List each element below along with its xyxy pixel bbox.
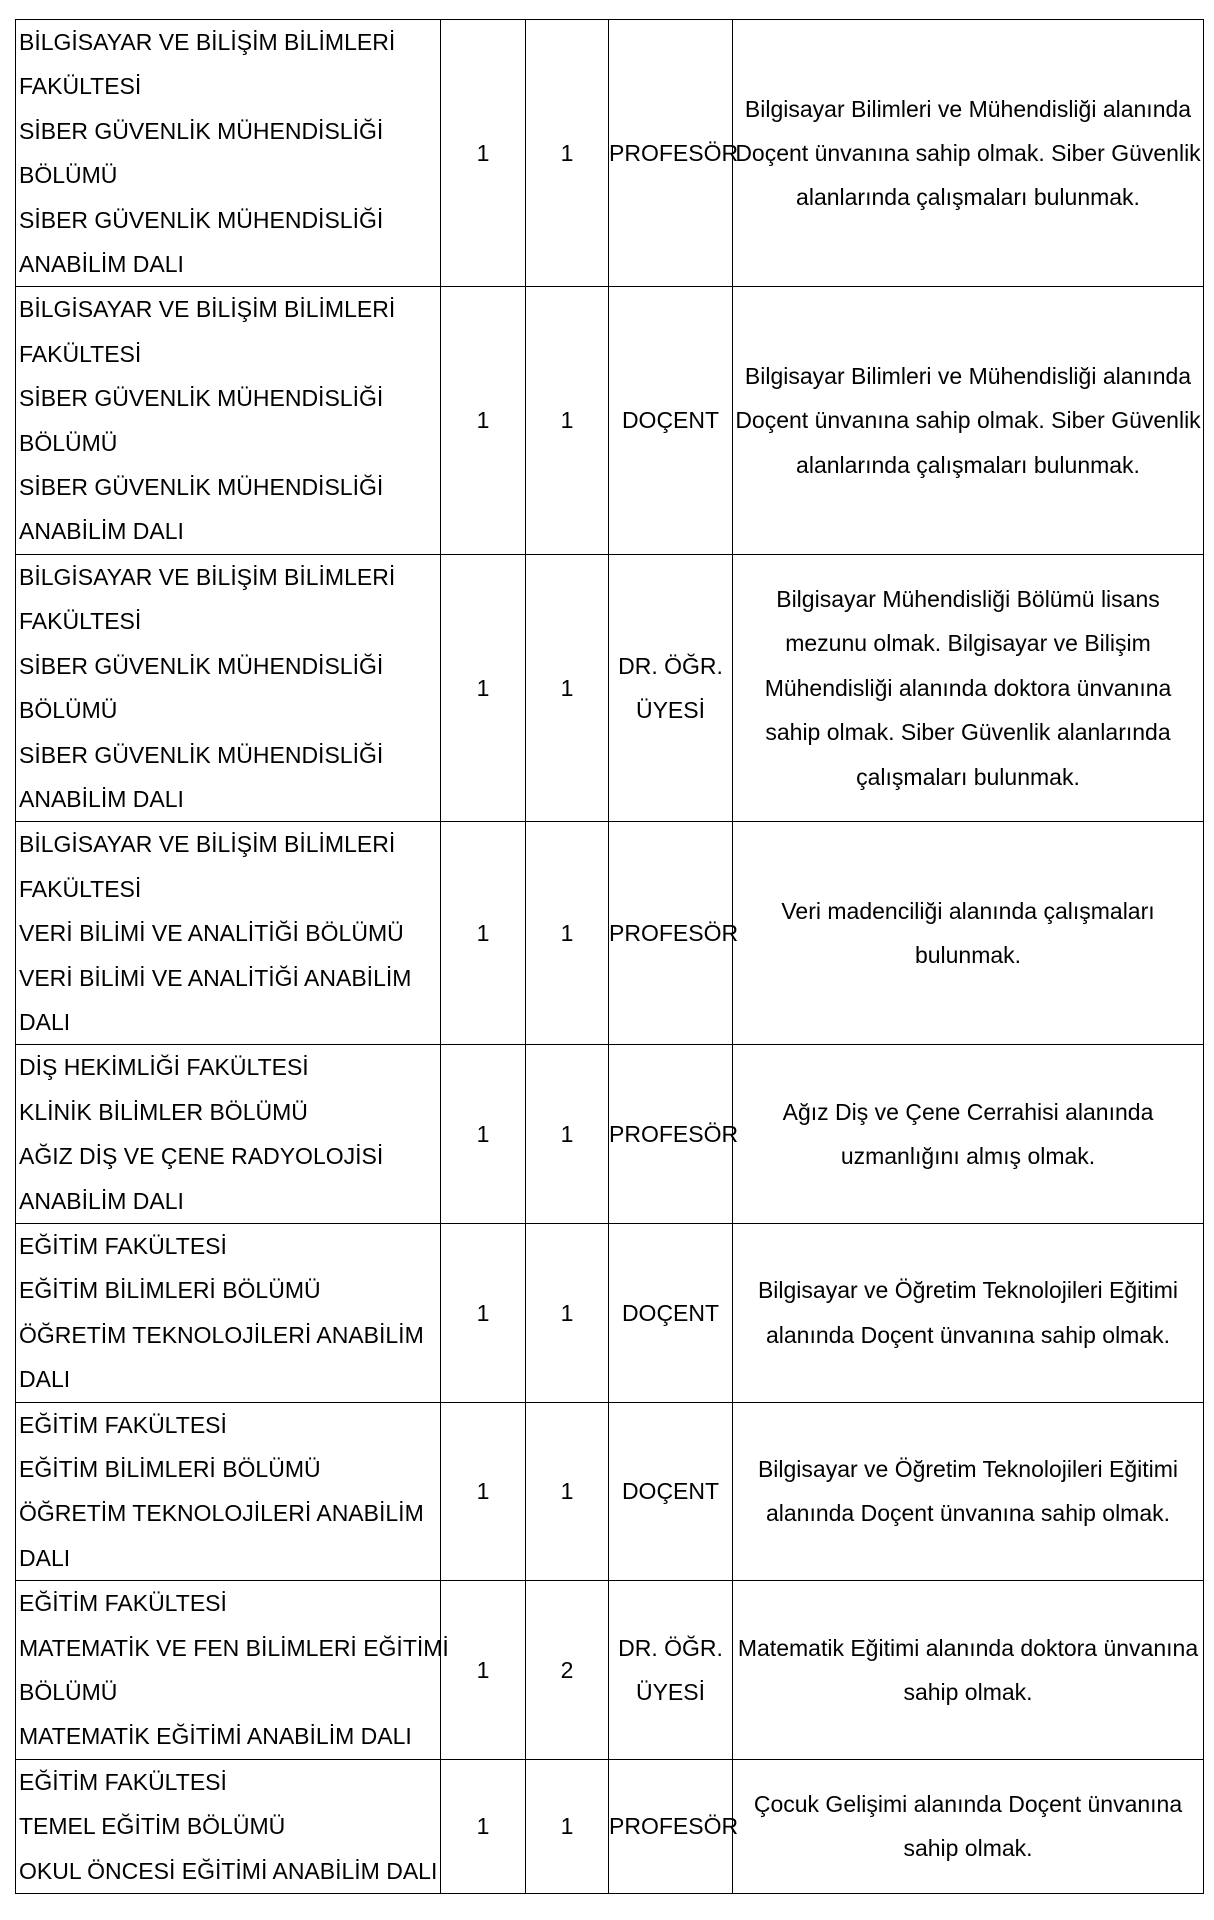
unit-line: DİŞ HEKİMLİĞİ FAKÜLTESİ <box>19 1054 309 1081</box>
table-row <box>16 287 1204 554</box>
unit-line: SİBER GÜVENLİK MÜHENDİSLİĞİ <box>19 474 384 501</box>
academic-title-cell <box>609 1581 733 1760</box>
position-count-cell: 1 <box>526 1402 609 1581</box>
title-line: DR. ÖĞR. <box>618 652 723 679</box>
unit-cell <box>16 1759 441 1893</box>
table-row <box>16 20 1204 287</box>
academic-title-cell <box>609 1759 739 1893</box>
req-line: Veri madenciliği alanında çalışmaları <box>781 897 1155 924</box>
table-row <box>16 1045 1204 1224</box>
staff-count-cell: 1 <box>441 1581 526 1760</box>
staff-count-cell: 1 <box>441 822 526 1045</box>
title-line: ÜYESİ <box>635 1679 706 1706</box>
staff-count-cell: 1 <box>441 554 526 821</box>
requirement-cell <box>733 1223 1204 1402</box>
unit-cell <box>16 554 441 821</box>
req-line: bulunmak. <box>914 942 1022 969</box>
unit-line: EĞİTİM BİLİMLERİ BÖLÜMÜ <box>19 1277 321 1304</box>
title-line: DOÇENT <box>621 1299 720 1326</box>
unit-line: EĞİTİM FAKÜLTESİ <box>19 1232 227 1259</box>
unit-cell <box>16 1402 441 1581</box>
position-count-cell: 1 <box>526 20 609 287</box>
req-line: Bilgisayar Bilimleri ve Mühendisliği alanında <box>744 363 1192 390</box>
req-line: sahip olmak. <box>903 1835 1033 1862</box>
position-count-cell: 1 <box>526 554 609 821</box>
unit-line: FAKÜLTESİ <box>19 608 142 635</box>
table-body <box>16 20 1204 1894</box>
unit-line: BÖLÜMÜ <box>19 697 118 724</box>
academic-title-cell <box>609 20 739 287</box>
position-count-cell: 1 <box>526 822 609 1045</box>
unit-cell <box>16 1581 449 1760</box>
unit-line: DALI <box>19 1008 71 1035</box>
position-count-cell: 1 <box>526 1223 609 1402</box>
unit-line: BÖLÜMÜ <box>19 429 118 456</box>
unit-line: FAKÜLTESİ <box>19 340 142 367</box>
document-page <box>15 19 1203 1894</box>
req-line: alanında Doçent ünvanına sahip olmak. <box>765 1500 1171 1527</box>
unit-line: BÖLÜMÜ <box>19 162 118 189</box>
staff-count-cell: 1 <box>441 1045 526 1224</box>
title-line: ÜYESİ <box>635 697 706 724</box>
unit-line: AĞIZ DİŞ VE ÇENE RADYOLOJİSİ <box>19 1143 384 1170</box>
title-line: DR. ÖĞR. <box>618 1634 723 1661</box>
staff-count-cell: 1 <box>441 287 526 554</box>
req-line: alanlarında çalışmaları bulunmak. <box>796 451 1140 478</box>
requirement-cell <box>733 1402 1204 1581</box>
unit-line: SİBER GÜVENLİK MÜHENDİSLİĞİ <box>19 206 384 233</box>
requirement-cell <box>733 1045 1204 1224</box>
title-line: PROFESÖR <box>609 140 739 167</box>
unit-line: ANABİLİM DALI <box>19 251 184 278</box>
academic-title-cell <box>609 1223 733 1402</box>
table-row <box>16 1759 1204 1893</box>
title-line: PROFESÖR <box>609 1813 739 1840</box>
req-line: Bilgisayar ve Öğretim Teknolojileri Eğitimi <box>757 1456 1179 1482</box>
unit-line: SİBER GÜVENLİK MÜHENDİSLİĞİ <box>19 117 384 144</box>
unit-line: BİLGİSAYAR VE BİLİŞİM BİLİMLERİ <box>19 563 396 590</box>
unit-line: DALI <box>19 1544 71 1571</box>
unit-line: EĞİTİM FAKÜLTESİ <box>19 1590 227 1617</box>
unit-cell <box>16 20 441 287</box>
requirement-cell <box>733 554 1204 821</box>
unit-line: TEMEL EĞİTİM BÖLÜMÜ <box>19 1813 286 1840</box>
unit-line: BİLGİSAYAR VE BİLİŞİM BİLİMLERİ <box>19 29 396 55</box>
req-line: Mühendisliği alanında doktora ünvanına <box>764 674 1172 701</box>
unit-line: EĞİTİM FAKÜLTESİ <box>19 1768 227 1795</box>
unit-cell <box>16 1223 441 1402</box>
unit-line: BİLGİSAYAR VE BİLİŞİM BİLİMLERİ <box>19 831 396 858</box>
unit-line: SİBER GÜVENLİK MÜHENDİSLİĞİ <box>19 741 384 768</box>
requirement-cell <box>733 822 1204 1045</box>
unit-line: BİLGİSAYAR VE BİLİŞİM BİLİMLERİ <box>19 296 396 323</box>
table-row <box>16 1223 1204 1402</box>
requirement-cell <box>733 287 1204 554</box>
title-line: PROFESÖR <box>609 1120 739 1147</box>
position-count-cell: 2 <box>526 1581 609 1760</box>
academic-title-cell <box>609 1402 733 1581</box>
req-line: mezunu olmak. Bilgisayar ve Bilişim <box>785 630 1151 657</box>
req-line: alanlarında çalışmaları bulunmak. <box>796 184 1140 211</box>
req-line: Doçent ünvanına sahip olmak. Siber Güvenlik <box>735 407 1201 434</box>
req-line: sahip olmak. <box>903 1679 1033 1706</box>
req-line: Bilgisayar Mühendisliği Bölümü lisans <box>776 586 1160 613</box>
academic-title-cell <box>609 1045 739 1224</box>
academic-title-cell <box>609 554 733 821</box>
staff-count-cell: 1 <box>441 20 526 287</box>
position-count-cell: 1 <box>526 1759 609 1893</box>
academic-positions-table <box>15 19 1204 1894</box>
req-line: Bilgisayar ve Öğretim Teknolojileri Eğitimi <box>757 1277 1179 1304</box>
unit-line: ANABİLİM DALI <box>19 518 184 545</box>
position-count-cell: 1 <box>526 1045 609 1224</box>
req-line: Çocuk Gelişimi alanında Doçent ünvanına <box>753 1791 1183 1818</box>
unit-line: ÖĞRETİM TEKNOLOJİLERİ ANABİLİM <box>19 1321 424 1348</box>
table-row <box>16 822 1204 1045</box>
unit-cell <box>16 1045 441 1224</box>
unit-line: DALI <box>19 1366 71 1393</box>
staff-count-cell: 1 <box>441 1223 526 1402</box>
req-line: çalışmaları bulunmak. <box>856 763 1080 790</box>
unit-line: EĞİTİM FAKÜLTESİ <box>19 1411 227 1438</box>
requirement-cell <box>733 1759 1204 1893</box>
unit-line: VERİ BİLİMİ VE ANALİTİĞİ BÖLÜMÜ <box>19 920 404 947</box>
req-line: Bilgisayar Bilimleri ve Mühendisliği alanında <box>744 95 1192 122</box>
unit-cell <box>16 287 441 554</box>
req-line: uzmanlığını almış olmak. <box>840 1143 1096 1170</box>
staff-count-cell: 1 <box>441 1402 526 1581</box>
req-line: Doçent ünvanına sahip olmak. Siber Güvenlik <box>735 140 1201 167</box>
unit-line: ANABİLİM DALI <box>19 785 184 812</box>
title-line: PROFESÖR <box>609 920 739 947</box>
req-line: Matematik Eğitimi alanında doktora ünvanına <box>737 1634 1199 1661</box>
unit-line: MATEMATİK EĞİTİMİ ANABİLİM DALI <box>19 1723 412 1750</box>
requirement-cell <box>733 20 1204 287</box>
unit-line: SİBER GÜVENLİK MÜHENDİSLİĞİ <box>19 652 384 679</box>
unit-line: FAKÜLTESİ <box>19 875 142 902</box>
unit-line: SİBER GÜVENLİK MÜHENDİSLİĞİ <box>19 385 384 412</box>
unit-line: KLİNİK BİLİMLER BÖLÜMÜ <box>19 1098 308 1125</box>
title-line: DOÇENT <box>621 407 720 434</box>
title-line: DOÇENT <box>621 1478 720 1505</box>
req-line: sahip olmak. Siber Güvenlik alanlarında <box>765 719 1171 746</box>
staff-count-cell: 1 <box>441 1759 526 1893</box>
position-count-cell: 1 <box>526 287 609 554</box>
req-line: alanında Doçent ünvanına sahip olmak. <box>765 1321 1171 1348</box>
table-row <box>16 1402 1204 1581</box>
unit-cell <box>16 822 441 1045</box>
table-row <box>16 1581 1204 1760</box>
table-row <box>16 554 1204 821</box>
unit-line: VERİ BİLİMİ VE ANALİTİĞİ ANABİLİM <box>19 964 412 991</box>
req-line: Ağız Diş ve Çene Cerrahisi alanında <box>782 1098 1154 1125</box>
unit-line: ANABİLİM DALI <box>19 1187 184 1214</box>
unit-line: BÖLÜMÜ <box>19 1679 118 1706</box>
unit-line: MATEMATİK VE FEN BİLİMLERİ EĞİTİMİ <box>19 1634 449 1661</box>
unit-line: EĞİTİM BİLİMLERİ BÖLÜMÜ <box>19 1456 321 1482</box>
academic-title-cell <box>609 287 733 554</box>
unit-line: FAKÜLTESİ <box>19 73 142 100</box>
academic-title-cell <box>609 822 739 1045</box>
unit-line: OKUL ÖNCESİ EĞİTİMİ ANABİLİM DALI <box>19 1857 438 1884</box>
requirement-cell <box>733 1581 1204 1760</box>
unit-line: ÖĞRETİM TEKNOLOJİLERİ ANABİLİM <box>19 1500 424 1527</box>
